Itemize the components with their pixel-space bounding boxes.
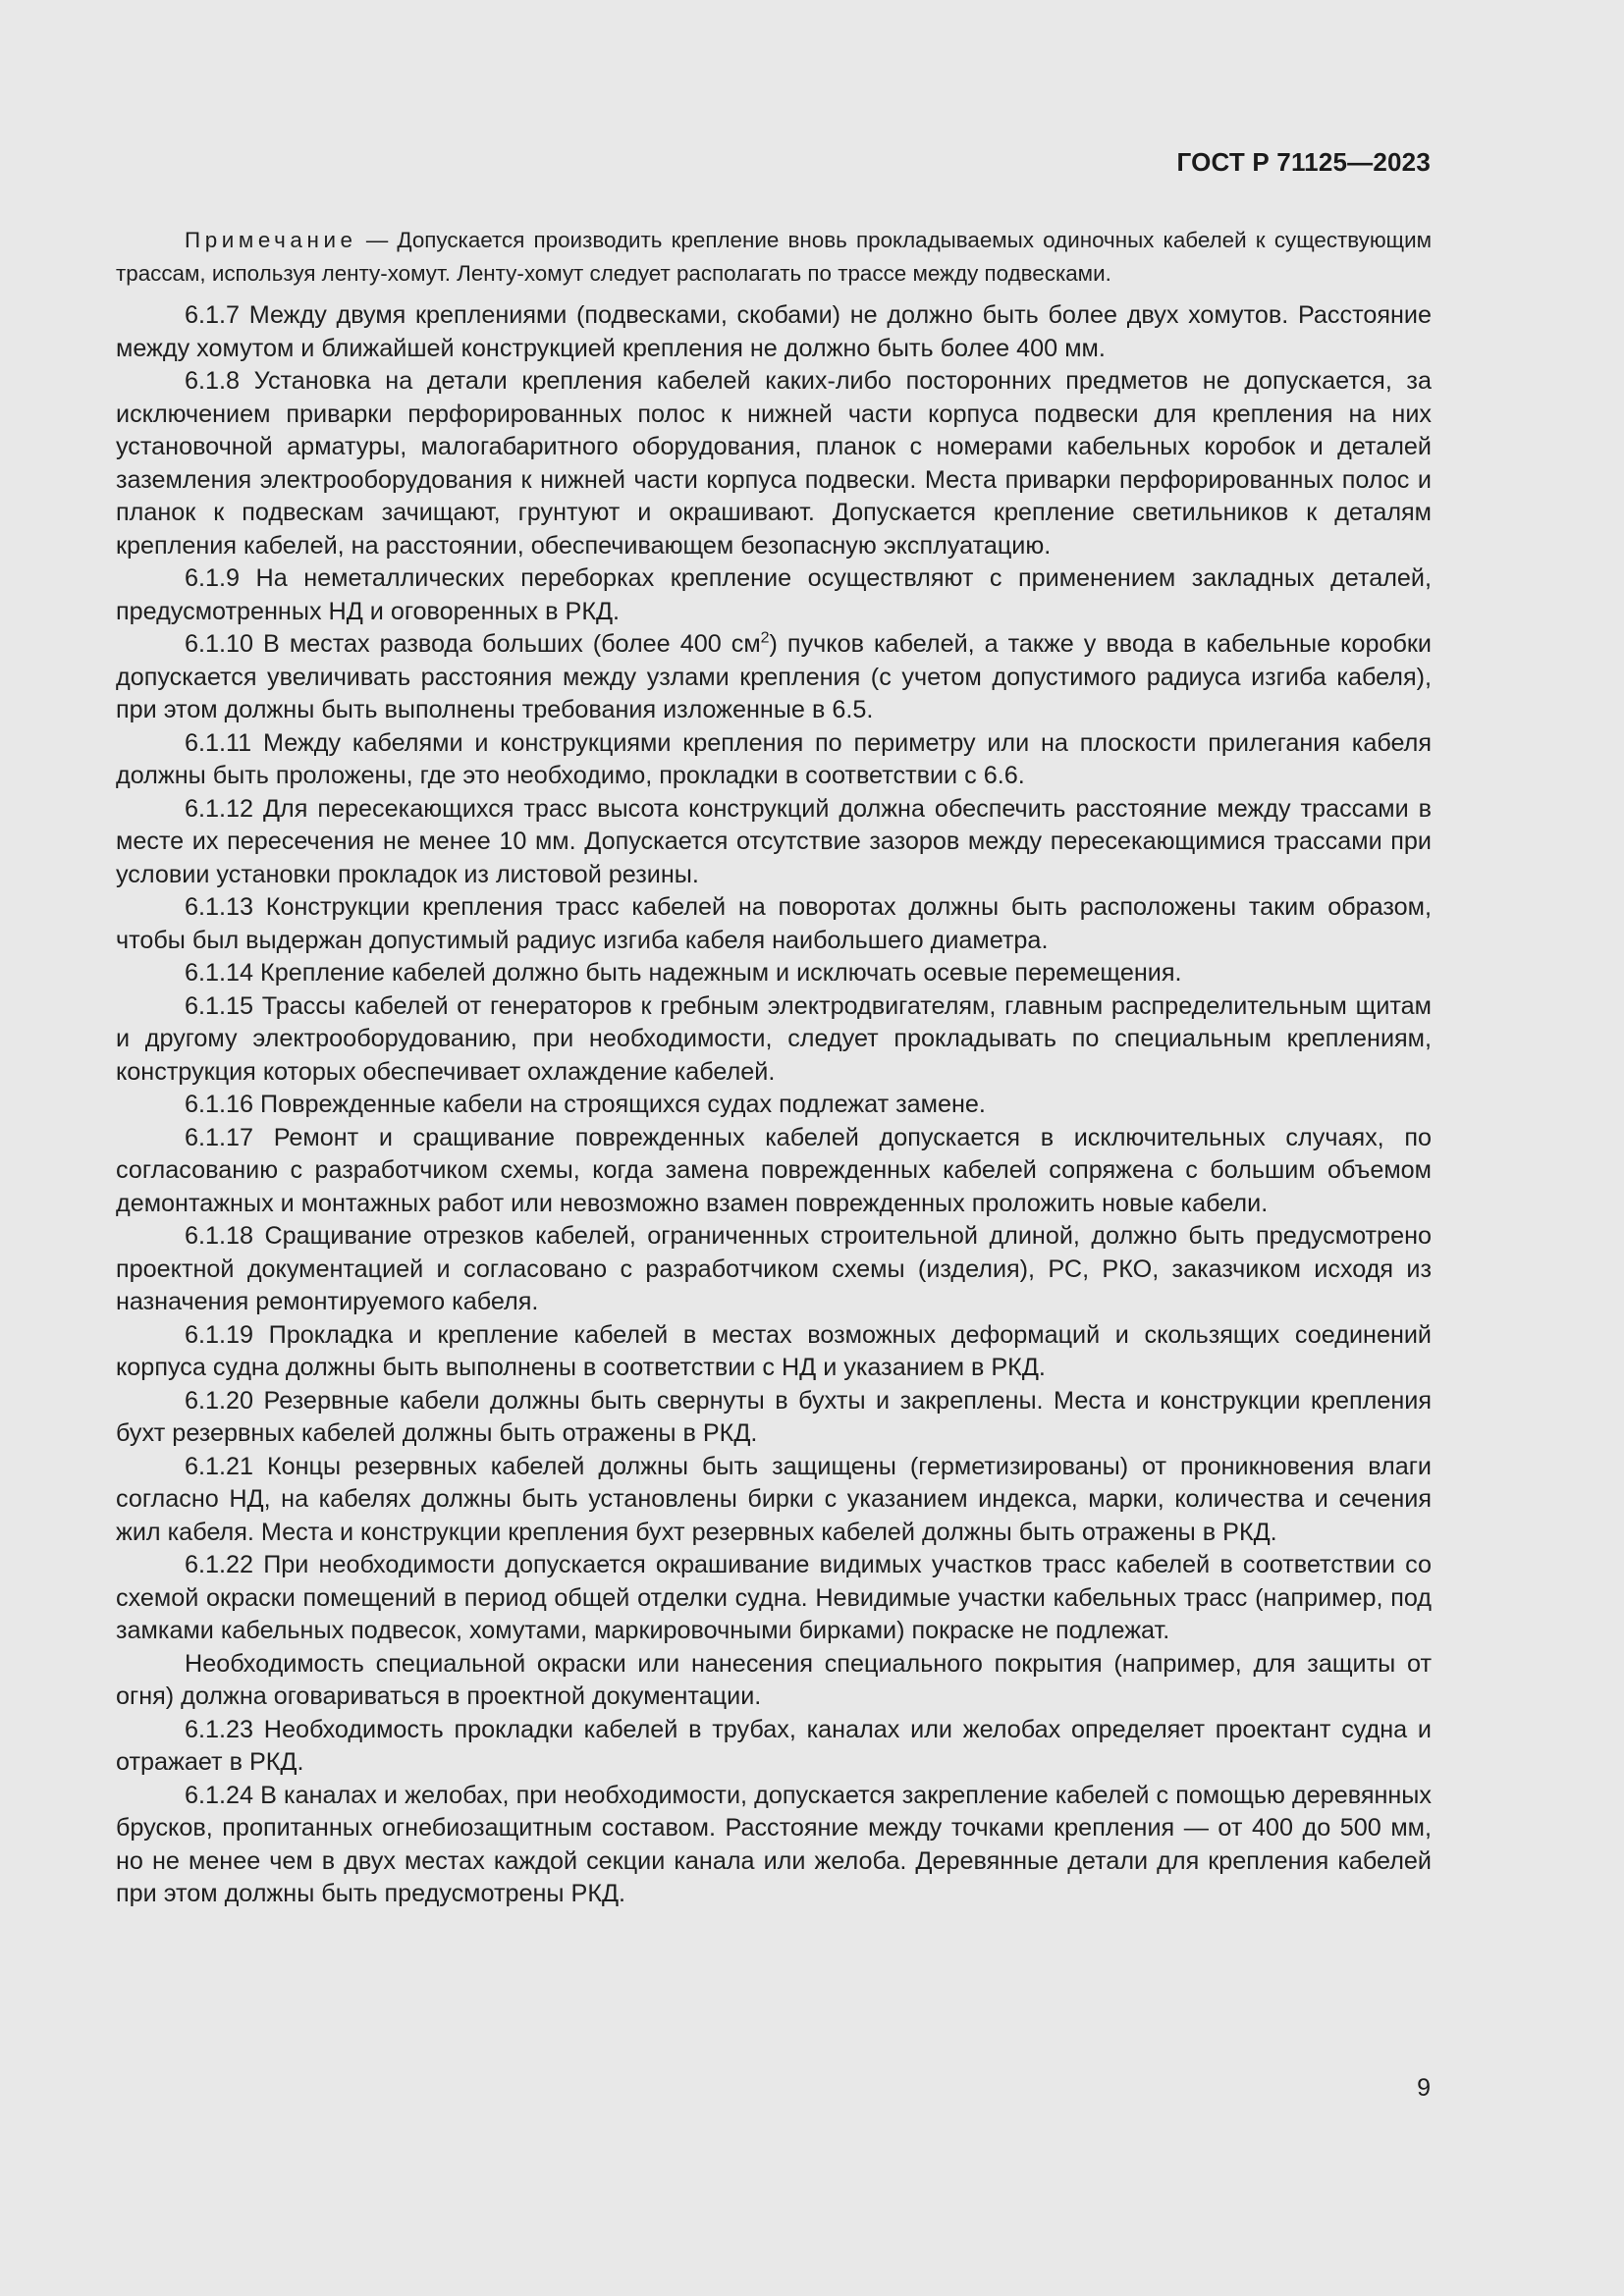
- page-number: 9: [1417, 2074, 1431, 2102]
- paragraph-6-1-9: 6.1.9 На неметаллических переборках крепление осуществляют с применением закладных деталей, предусмотренных НД и оговоренных в РКД.: [116, 564, 1432, 625]
- paragraph-6-1-7: 6.1.7 Между двумя креплениями (подвесками, скобами) не должно быть более двух хомутов. Расстояние между хомутом и ближайшей конструкцией крепления не должно быть более 400 мм.: [116, 301, 1432, 362]
- paragraph-6-1-24: 6.1.24 В каналах и желобах, при необходимости, допускается закрепление кабелей с помощью деревянных брусков, пропитанных огнебиозащитным составом. Расстояние между точками крепления — от 400 до 500 мм, но не менее чем в двух местах каждой секции канала или желоба. Деревянные детали для крепления кабелей при этом должны быть предусмотрены РКД.: [116, 1781, 1432, 1907]
- paragraph-6-1-23: 6.1.23 Необходимость прокладки кабелей в трубах, каналах или желобах определяет проектант судна и отражает в РКД.: [116, 1715, 1432, 1776]
- paragraph-6-1-16: 6.1.16 Поврежденные кабели на строящихся судах подлежат замене.: [185, 1091, 986, 1118]
- note-text: Допускается производить крепление вновь прокладываемых одиночных кабелей к существующим трассам, используя ленту-хомут. Ленту-хомут следует располагать по трассе между подвесками.: [116, 228, 1432, 286]
- paragraph-6-1-19: 6.1.19 Прокладка и крепление кабелей в местах возможных деформаций и скользящих соединений корпуса судна должны быть выполнены в соответствии с НД и указанием в РКД.: [116, 1320, 1432, 1381]
- paragraph-6-1-22-continuation: Необходимость специальной окраски или нанесения специального покрытия (например, для защиты от огня) должна оговариваться в проектной документации.: [116, 1649, 1432, 1710]
- paragraph-6-1-13: 6.1.13 Конструкции крепления трасс кабелей на поворотах должны быть расположены таким образом, чтобы был выдержан допустимый радиус изгиба кабеля наибольшего диаметра.: [116, 893, 1432, 954]
- paragraph-6-1-12: 6.1.12 Для пересекающихся трасс высота конструкций должна обеспечить расстояние между трассами в месте их пересечения не менее 10 мм. Допускается отсутствие зазоров между пересекающимися трассами при условии установки прокладок из листовой резины.: [116, 794, 1432, 888]
- paragraph-6-1-14: 6.1.14 Крепление кабелей должно быть надежным и исключать осевые перемещения.: [185, 959, 1182, 987]
- paragraph-6-1-10-end: ) пучков кабелей, а также у ввода в кабельные коробки допускается увеличивать расстояния между узлами крепления (с учетом допустимого радиуса изгиба кабеля), при этом должны быть выполнены требования изложенные в 6.5.: [116, 630, 1432, 723]
- paragraph-6-1-10: [116, 628, 1432, 727]
- document-code-header: ГОСТ Р 71125—2023: [1176, 147, 1431, 177]
- paragraph-6-1-15: 6.1.15 Трассы кабелей от генераторов к гребным электродвигателям, главным распределительным щитам и другому электрооборудованию, при необходимости, следует прокладывать по специальным креплениям, конструкция которых обеспечивает охлаждение кабелей.: [116, 991, 1432, 1086]
- paragraph-6-1-20: 6.1.20 Резервные кабели должны быть свернуты в бухты и закреплены. Места и конструкции крепления бухт резервных кабелей должны быть отражены в РКД.: [116, 1386, 1432, 1447]
- paragraph-6-1-8: 6.1.8 Установка на детали крепления кабелей каких-либо посторонних предметов не допускается, за исключением приварки перфорированных полос к нижней части корпуса подвески для крепления на них установочной арматуры, малогабаритного оборудования, планок с номерами кабельных коробок и деталей заземления электрооборудования к нижней части корпуса подвески. Места приварки перфорированных полос и планок к подвескам зачищают, грунтуют и окрашивают. Допускается крепление светильников к деталям крепления кабелей, на расстоянии, обеспечивающем безопасную эксплуатацию.: [116, 367, 1432, 560]
- note-dash: —: [356, 228, 398, 252]
- superscript-2: 2: [760, 629, 770, 647]
- paragraph-6-1-17: 6.1.17 Ремонт и сращивание поврежденных кабелей допускается в исключительных случаях, по согласованию с разработчиком схемы, когда замена поврежденных кабелей сопряжена с большим объемом демонтажных и монтажных работ или невозможно взамен поврежденных проложить новые кабели.: [116, 1123, 1432, 1217]
- paragraph-6-1-11: 6.1.11 Между кабелями и конструкциями крепления по периметру или на плоскости прилегания кабеля должны быть проложены, где это необходимо, прокладки в соответствии с 6.6.: [116, 728, 1432, 789]
- note-paragraph: [116, 224, 1432, 290]
- paragraph-6-1-21: 6.1.21 Концы резервных кабелей должны быть защищены (герметизированы) от проникновения влаги согласно НД, на кабелях должны быть установлены бирки с указанием индекса, марки, количества и сечения жил кабеля. Места и конструкции крепления бухт резервных кабелей должны быть отражены в РКД.: [116, 1452, 1432, 1546]
- paragraph-6-1-18: 6.1.18 Сращивание отрезков кабелей, ограниченных строительной длиной, должно быть предусмотрено проектной документацией и согласовано с разработчиком схемы (изделия), РС, РКО, заказчиком исходя из назначения ремонтируемого кабеля.: [116, 1222, 1432, 1315]
- paragraph-6-1-22: 6.1.22 При необходимости допускается окрашивание видимых участков трасс кабелей в соответствии со схемой окраски помещений в период общей отделки судна. Невидимые участки кабельных трасс (например, под замками кабельных подвесок, хомутами, маркировочными бирками) покраске не подлежат.: [116, 1551, 1432, 1644]
- paragraph-6-1-10-start: 6.1.10 В местах развода больших (более 400 см: [185, 630, 761, 658]
- document-body: [116, 224, 1432, 1911]
- note-label: Примечание: [185, 228, 357, 252]
